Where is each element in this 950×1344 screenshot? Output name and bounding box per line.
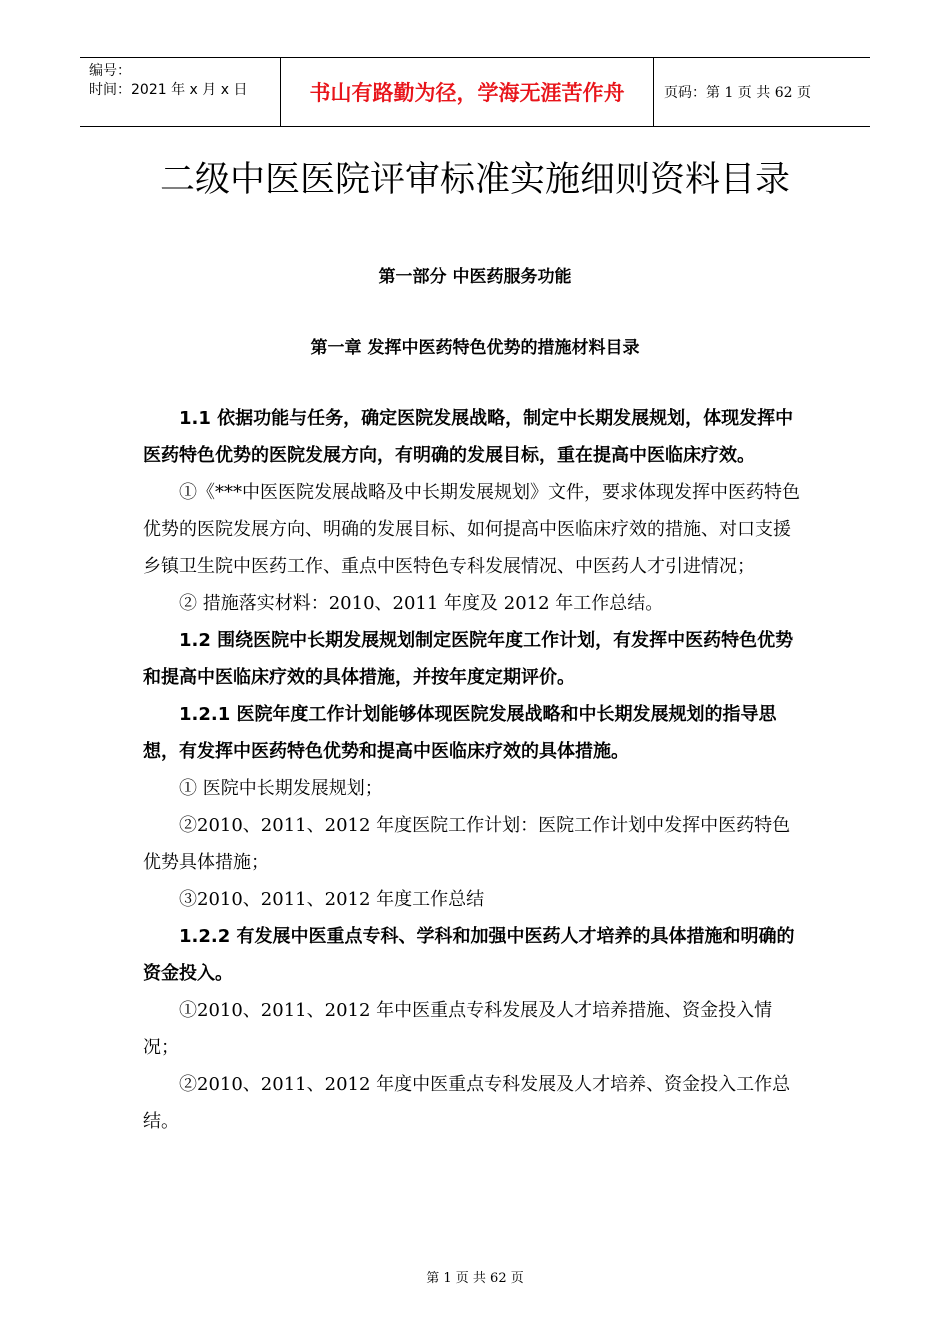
header-motto-cell — [281, 58, 654, 126]
document-date-label: 时间：2021 年 x 月 x 日 — [89, 82, 248, 98]
header-page-cell — [654, 58, 870, 126]
body-paragraph: ②2010、2011、2012 年度医院工作计划：医院工作计划中发挥中医药特色优势具体措施； — [143, 815, 791, 873]
body-paragraph: ①2010、2011、2012 年中医重点专科发展及人才培养措施、资金投入情况； — [143, 1000, 773, 1058]
section-1-2-2-heading: 1.2.2 有发展中医重点专科、学科和加强中医药人才培养的具体措施和明确的资金投入。 — [143, 926, 795, 984]
chapter-heading: 第一章 发挥中医药特色优势的措施材料目录 — [310, 338, 640, 358]
section-1-2-heading: 1.2 围绕医院中长期发展规划制定医院年度工作计划，有发挥中医药特色优势和提高中医临床疗效的具体措施，并按年度定期评价。 — [143, 630, 794, 688]
body-paragraph: ② 措施落实材料：2010、2011 年度及 2012 年工作总结。 — [179, 593, 664, 614]
page-footer: 第 1 页 共 62 页 — [426, 1271, 524, 1286]
body-paragraph: ① 医院中长期发展规划； — [179, 778, 383, 799]
header-meta-cell — [80, 58, 281, 126]
body-paragraph: ②2010、2011、2012 年度中医重点专科发展及人才培养、资金投入工作总结。 — [143, 1074, 791, 1132]
document-number-label: 编号： — [89, 63, 131, 79]
part-heading: 第一部分 中医药服务功能 — [378, 267, 572, 287]
section-1-2-1-heading: 1.2.1 医院年度工作计划能够体现医院发展战略和中长期发展规划的指导思想，有发挥中医药特色优势和提高中医临床疗效的具体措施。 — [143, 704, 777, 762]
document-body — [143, 400, 803, 1140]
header-table — [80, 57, 870, 127]
header-motto: 书山有路勤为径，学海无涯苦作舟 — [309, 81, 625, 105]
body-paragraph: ③2010、2011、2012 年度工作总结 — [179, 889, 485, 910]
section-1-1-heading: 1.1 依据功能与任务，确定医院发展战略，制定中长期发展规划，体现发挥中医药特色优势的医院发展方向，有明确的发展目标，重在提高中医临床疗效。 — [143, 408, 794, 466]
document-title: 二级中医医院评审标准实施细则资料目录 — [159, 160, 790, 200]
body-paragraph: ①《***中医医院发展战略及中长期发展规划》文件，要求体现发挥中医药特色优势的医院发展方向、明确的发展目标、如何提高中医临床疗效的措施、对口支援乡镇卫生院中医药工作、重点中医特色专科发展情况、中医药人才引进情况； — [143, 482, 800, 577]
header-page-info: 页码：第 1 页 共 62 页 — [664, 85, 811, 101]
